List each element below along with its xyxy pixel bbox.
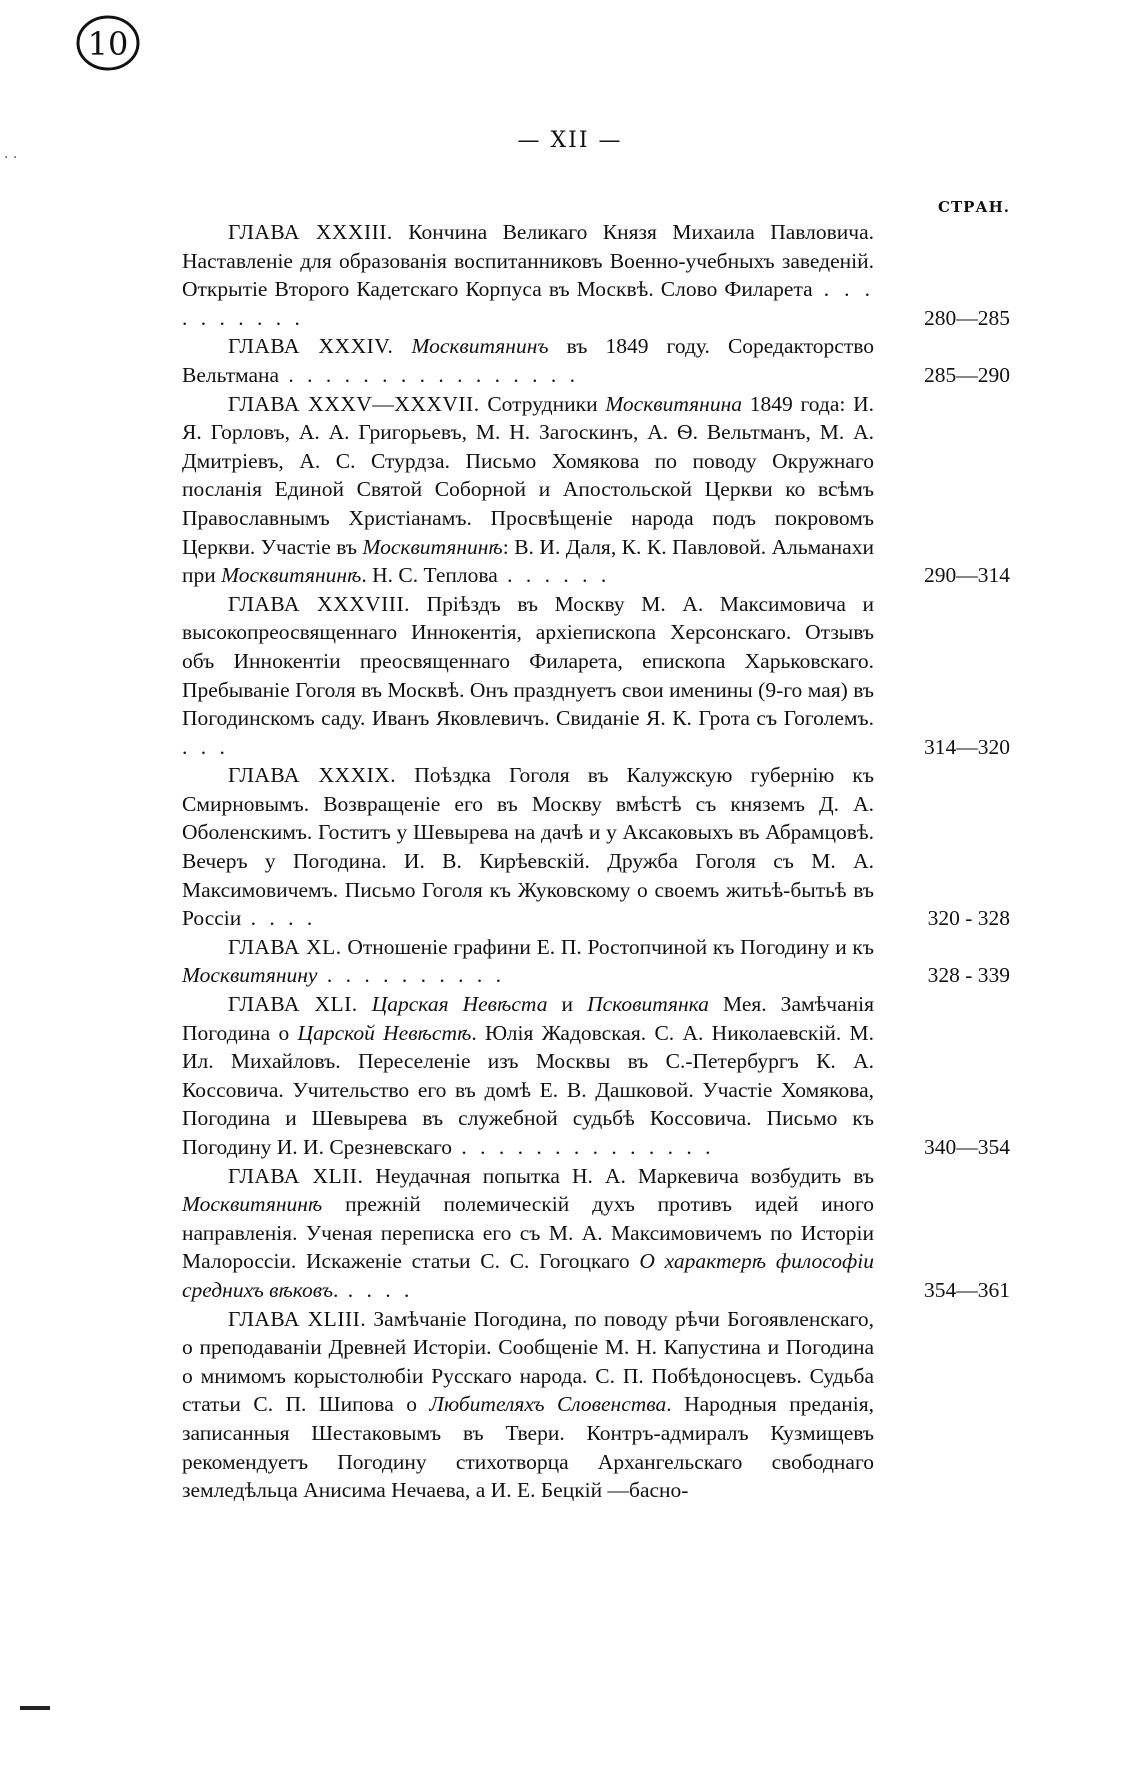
entry-text [182, 1305, 874, 1505]
italic-title: Москвитянинъ [393, 334, 549, 359]
toc-entry-xxxviii [182, 590, 1010, 762]
entry-description: Отношеніе графини Е. П. Ростопчиной къ Погодину и къ [341, 934, 874, 959]
margin-dots: · · [4, 150, 18, 166]
chapter-label: ГЛАВА XXXV—XXXVII. [228, 391, 480, 416]
entry-text [182, 761, 874, 933]
chapter-label: ГЛАВА XXXIX. [228, 763, 397, 788]
entry-text [182, 1162, 874, 1305]
entry-description: прежній полемическій духъ противъ идей иного направленія. Ученая переписка его съ М. А. Максимовичемъ по Исторіи Малороссіи. Искаженіе статьи С. С. Гогоцкаго [182, 1192, 874, 1274]
toc-entry-xxxix [182, 761, 1010, 933]
italic-title: Царская Невѣста [357, 992, 548, 1017]
page-range: 320 - 328 [927, 906, 1010, 931]
toc-entry-xli [182, 990, 1010, 1162]
entry-text [182, 390, 874, 590]
entry-text [182, 933, 874, 990]
toc-entry-xlii [182, 1162, 1010, 1305]
dot-leaders: . . . . . . . . . . [317, 963, 505, 988]
entry-description: Мея. Замѣчанія Погодина о [182, 992, 874, 1045]
italic-title: Москвитянинѣ [221, 563, 362, 588]
dot-leaders: . . . . . . . . . . . . . . [452, 1135, 715, 1159]
table-of-contents [182, 218, 1010, 1505]
entry-text [182, 332, 874, 389]
entry-description: . Народныя преданія, записанныя Шестаковымъ въ Твери. Контръ-адмиралъ Кузмищевъ рекомендуетъ Погодину стихотворца Архангельскаго свободнаго земледѣльца Анисима Нечаева, а И. Е. Бецкій —басно- [182, 1392, 874, 1503]
chapter-label: ГЛАВА XLII. [228, 1163, 364, 1188]
chapter-label: ГЛАВА XXXIV. [228, 334, 394, 359]
italic-title: О характерѣ философіи среднихъ вѣковъ [182, 1249, 874, 1302]
italic-title: Москвитянинѣ [182, 1192, 323, 1217]
italic-title: Москвитянину [182, 963, 318, 988]
toc-entry-xl [182, 933, 1010, 990]
folio-text: 10 [87, 25, 129, 63]
pages-column-label: СТРАН. [938, 198, 1010, 216]
page-number-header: — XII — [517, 128, 623, 153]
italic-title: Москвитянина [605, 391, 742, 416]
italic-title: Царской Невѣстѣ [297, 1020, 472, 1045]
chapter-label: ГЛАВА XL. [228, 934, 342, 959]
entry-description: . Н. С. Теплова [361, 563, 498, 588]
page-range: 290—314 [924, 563, 1010, 588]
italic-title: Москвитянинѣ [362, 534, 503, 559]
chapter-label: ГЛАВА XXXIII. [228, 220, 393, 244]
page-range: 354—361 [924, 1277, 1010, 1302]
entry-description: Пріѣздъ въ Москву М. А. Максимовича и высокопреосвященнаго Иннокентія, архіепископа Херсонскаго. Отзывъ объ Иннокентіи преосвященнаго Филарета, епископа Харьковскаго. Пребываніе Гоголя въ Москвѣ. Онъ празднуетъ свои именины (9-го мая) въ Погодинскомъ саду. Иванъ Яковлевичъ. Свиданіе Я. К. Грота съ Гоголемъ. [182, 591, 874, 731]
page-range: 328 - 339 [927, 963, 1010, 988]
page-range: 285—290 [924, 362, 1010, 387]
entry-description: въ 1849 году. Соредакторство Вельтмана [182, 334, 874, 387]
chapter-label: ГЛАВА XLIII. [228, 1306, 367, 1331]
toc-entry-xxxv-xxxvii [182, 390, 1010, 590]
entry-description: Сотрудники [479, 391, 606, 416]
dot-leaders: . . . . . . . . . . . . . . . . [279, 362, 580, 387]
entry-text [182, 218, 874, 332]
folio-circle-mark [68, 10, 148, 76]
page-range: 340—354 [924, 1135, 1010, 1159]
entry-description: Неудачная попытка Н. А. Маркевича возбудить въ [363, 1163, 874, 1188]
chapter-label: ГЛАВА XLI. [228, 992, 358, 1017]
entry-text [182, 590, 874, 762]
dot-leaders: . . . [182, 734, 229, 759]
entry-description: Кончина Великаго Князя Михаила Павловича. Наставленіе для образованія воспитанниковъ Военно-учебныхъ заведеній. Открытіе Второго Кадетскаго Корпуса въ Москвѣ. Слово Филарета [182, 220, 874, 302]
handwritten-folio-number [68, 10, 148, 76]
dot-leaders: . . . . . . [497, 563, 611, 588]
toc-entry-xliii [182, 1305, 1010, 1505]
entry-description: : В. И. Даля, К. К. Павловой. Альманахи при [182, 534, 874, 588]
page-range: 280—285 [924, 305, 1010, 330]
entry-description: . Юлія Жадовская. С. А. Николаевскій. М. Ил. Михайловъ. Переселеніе изъ Москвы въ С.-Петербургъ К. А. Коссовича. Учительство его въ домѣ Е. В. Дашковой. Участіе Хомякова, Погодина и Шевырева въ служебной судьбѣ Коссовича. Письмо къ Погодину И. И. Срезневскаго [182, 1020, 874, 1159]
toc-entry-xxxiv [182, 332, 1010, 389]
page-range: 314—320 [924, 734, 1010, 759]
italic-title: Псковитянка [587, 992, 709, 1017]
entry-description: . [333, 1277, 339, 1302]
entry-description: 1849 года: И. Я. Горловъ, А. А. Григорьевъ, М. Н. Загоскинъ, А. Ѳ. Вельтманъ, М. А. Дмитріевъ, А. С. Стурдза. Письмо Хомякова по поводу Окружнаго посланія Единой Святой Соборной и Апостольской Церкви ко всѣмъ Православнымъ Христіанамъ. Просвѣщеніе народа подъ покровомъ Церкви. Участіе въ [182, 391, 874, 559]
dot-leaders: . . . . . . . . . . [182, 277, 875, 330]
dot-leaders: . . . . [338, 1277, 414, 1302]
italic-title: Любителяхъ Словенства [429, 1392, 667, 1417]
toc-entry-xxxiii [182, 218, 1010, 332]
entry-description: и [547, 992, 588, 1017]
dot-leaders: . . . . [241, 906, 317, 931]
entry-description: Замѣчаніе Погодина, по поводу рѣчи Богоявленскаго, о преподаваніи Древней Исторіи. Сообщеніе М. Н. Капустина и Погодина о мнимомъ корыстолюбіи Русскаго народа. С. П. Побѣдоносцевъ. Судьба статьи С. П. Шипова о [182, 1306, 874, 1417]
scan-margin-mark [20, 1706, 50, 1710]
entry-text [182, 990, 874, 1162]
chapter-label: ГЛАВА XXXVIII. [228, 591, 411, 616]
entry-description: Поѣздка Гоголя въ Калужскую губернію къ Смирновымъ. Возвращеніе его въ Москву вмѣстѣ съ княземъ Д. А. Оболенскимъ. Гоститъ у Шевырева на дачѣ и у Аксаковыхъ въ Абрамцовѣ. Вечеръ у Погодина. И. В. Кирѣевскій. Дружба Гоголя съ М. А. Максимовичемъ. Письмо Гоголя къ Жуковскому о своемъ житьѣ-бытьѣ въ Россіи [182, 763, 874, 931]
